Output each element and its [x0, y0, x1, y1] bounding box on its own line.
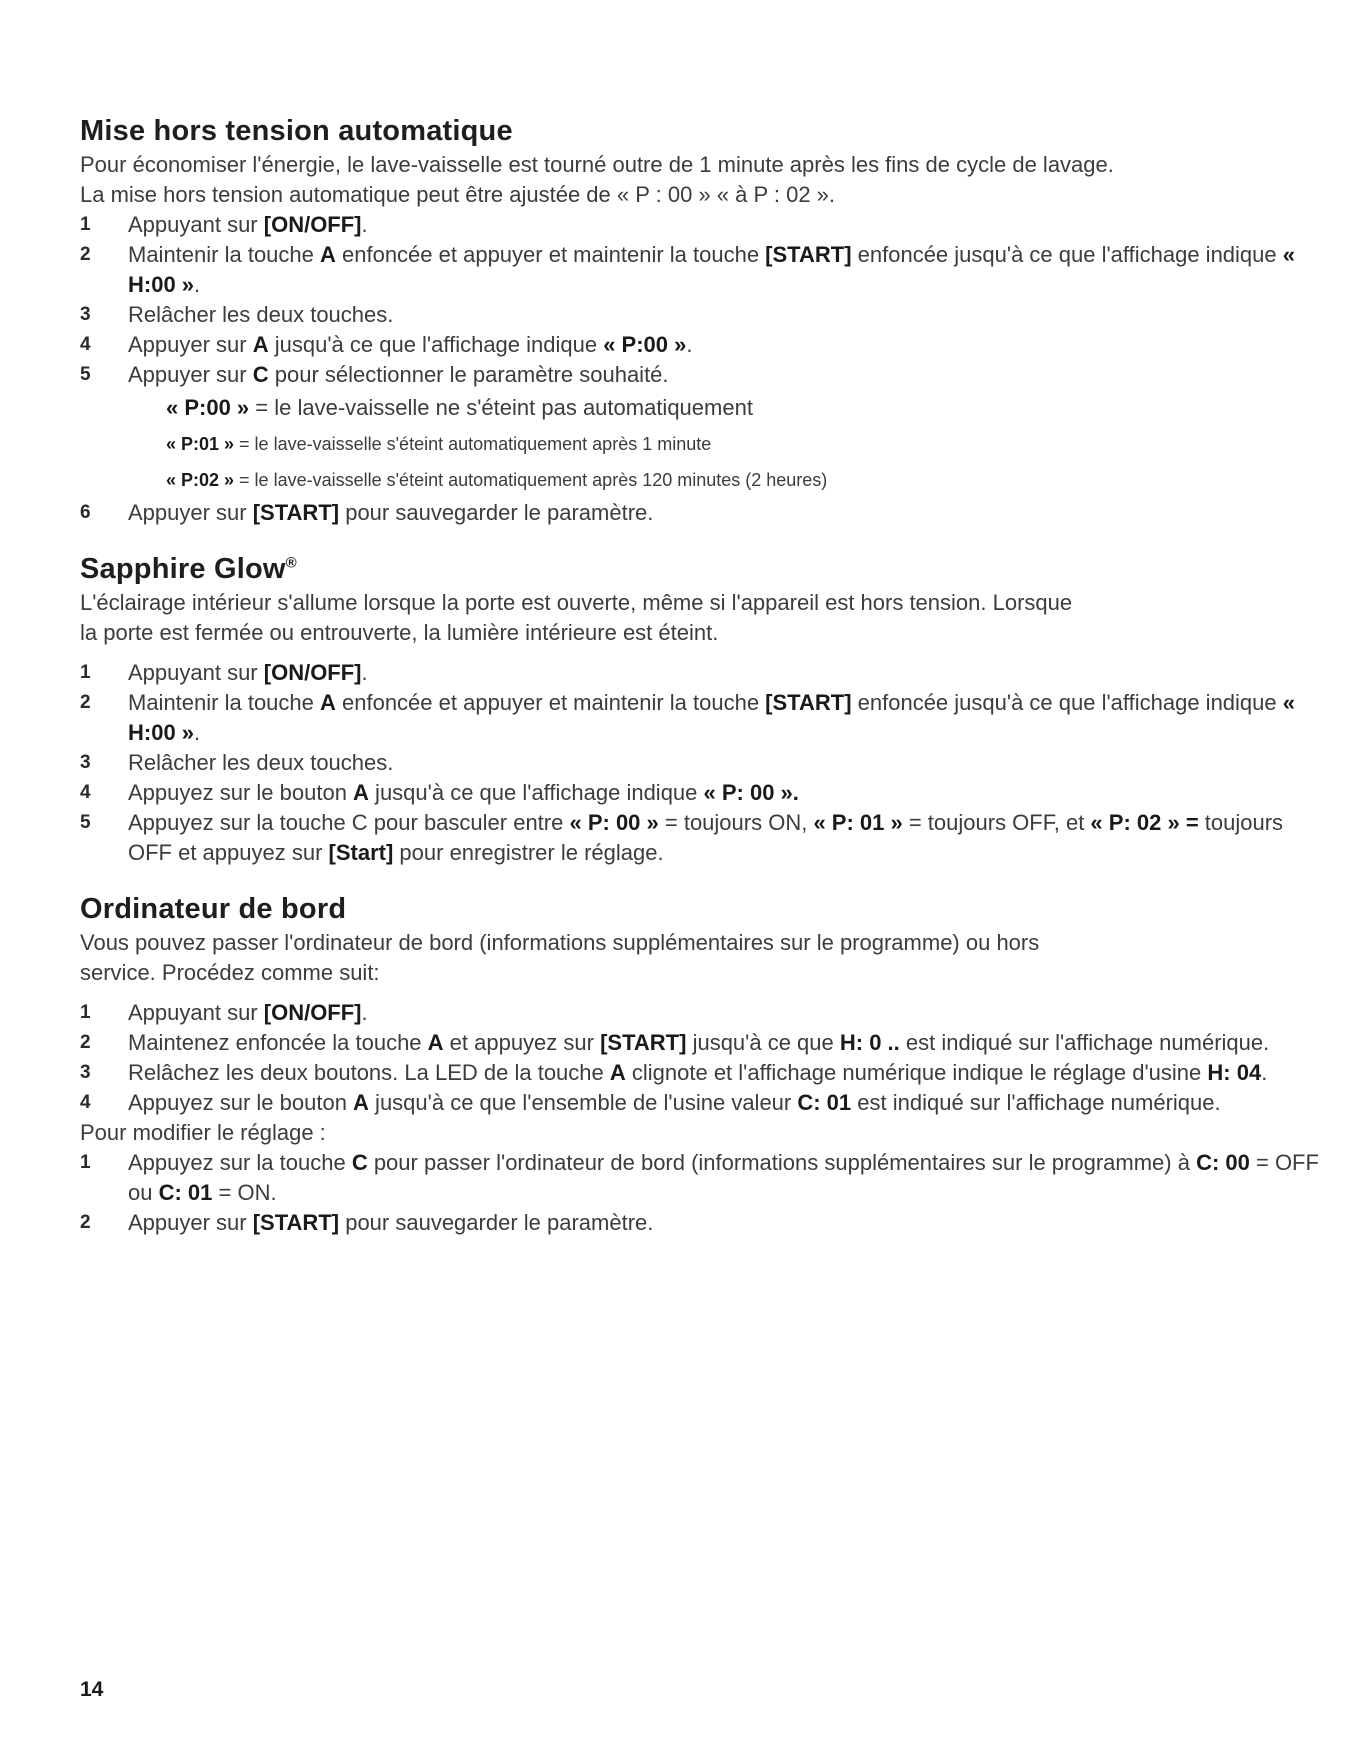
step-number: 4	[80, 782, 91, 803]
page-content	[80, 112, 1320, 1238]
section-title: Mise hors tension automatique	[80, 115, 513, 147]
step-number: 1	[80, 662, 91, 683]
intro-line: service. Procédez comme suit:	[80, 960, 380, 985]
list-item: 3 Relâcher les deux touches.	[80, 300, 1320, 330]
step-number: 2	[80, 1032, 91, 1053]
page-number: 14	[80, 1678, 104, 1701]
step-number: 5	[80, 812, 91, 833]
step-list	[80, 658, 1320, 868]
list-item: 2 Maintenir la touche A enfoncée et appuyer et maintenir la touche [START] enfoncée jusqu'à ce que l'affichage indique « H:00 ».	[80, 690, 1295, 745]
step-list	[80, 210, 1320, 528]
step-list	[80, 998, 1320, 1118]
section-onboard-computer	[80, 890, 1320, 1238]
list-item: 3 Relâcher les deux touches.	[80, 748, 1320, 778]
section-sapphire-glow	[80, 550, 1320, 868]
intro-line: Pour économiser l'énergie, le lave-vaisselle est tourné outre de 1 minute après les fins de cycle de lavage.	[80, 152, 1114, 177]
step-number: 2	[80, 1212, 91, 1233]
list-item: 3 Relâchez les deux boutons. La LED de la touche A clignote et l'affichage numérique indique le réglage d'usine H: 04.	[80, 1058, 1320, 1088]
intro-line: la porte est fermée ou entrouverte, la lumière intérieure est éteint.	[80, 620, 719, 645]
list-item: 4 Appuyez sur le bouton A jusqu'à ce que l'ensemble de l'usine valeur C: 01 est indiqué sur l'affichage numérique.	[80, 1088, 1320, 1118]
option-line: « P:00 » = le lave-vaisselle ne s'éteint pas automatiquement	[166, 395, 753, 420]
step-number: 3	[80, 304, 91, 325]
option-line: « P:02 » = le lave-vaisselle s'éteint automatiquement après 120 minutes (2 heures)	[166, 470, 828, 490]
step-number: 3	[80, 1062, 91, 1083]
registered-mark: ®	[285, 554, 297, 572]
step-list	[80, 1148, 1320, 1238]
section-auto-power-off	[80, 112, 1320, 528]
step-number: 4	[80, 334, 91, 355]
option-line: « P:01 » = le lave-vaisselle s'éteint automatiquement après 1 minute	[166, 434, 712, 454]
list-item: 1 Appuyant sur [ON/OFF].	[80, 658, 1320, 688]
step-number: 2	[80, 244, 91, 265]
step-number: 4	[80, 1092, 91, 1113]
list-item: 1 Appuyez sur la touche C pour passer l'ordinateur de bord (informations supplémentaires sur le programme) à C: 00 = OFF ou C: 01 = ON.	[80, 1150, 1319, 1205]
list-item: 5 Appuyer sur C pour sélectionner le paramètre souhaité.	[80, 360, 1320, 390]
list-item: 2 Maintenez enfoncée la touche A et appuyez sur [START] jusqu'à ce que H: 0 .. est indiqué sur l'affichage numérique.	[80, 1028, 1320, 1058]
section-title: Sapphire Glow®	[80, 553, 297, 585]
section-title: Ordinateur de bord	[80, 893, 347, 925]
list-item: 6 Appuyer sur [START] pour sauvegarder le paramètre.	[80, 498, 1320, 528]
list-item: 4 Appuyez sur le bouton A jusqu'à ce que l'affichage indique « P: 00 ».	[80, 778, 1320, 808]
list-item: 1 Appuyant sur [ON/OFF].	[80, 210, 1320, 240]
list-item: 1 Appuyant sur [ON/OFF].	[80, 998, 1320, 1028]
list-item: 5 Appuyez sur la touche C pour basculer entre « P: 00 » = toujours ON, « P: 01 » = toujours OFF, et « P: 02 » = toujours OFF et appuyez sur [Start] pour enregistrer le réglage.	[80, 810, 1284, 865]
step-number: 1	[80, 1002, 91, 1023]
list-item: 4 Appuyer sur A jusqu'à ce que l'affichage indique « P:00 ».	[80, 330, 1320, 360]
step-number: 3	[80, 752, 91, 773]
step-number: 2	[80, 692, 91, 713]
list-item: 2 Maintenir la touche A enfoncée et appuyer et maintenir la touche [START] enfoncée jusqu'à ce que l'affichage indique « H:00 ».	[80, 242, 1295, 297]
intro-line: La mise hors tension automatique peut être ajustée de « P : 00 » « à P : 02 ».	[80, 182, 836, 207]
intro-line: Vous pouvez passer l'ordinateur de bord (informations supplémentaires sur le programme) ou hors	[80, 930, 1040, 955]
list-item: 2 Appuyer sur [START] pour sauvegarder le paramètre.	[80, 1208, 1320, 1238]
intro-line: L'éclairage intérieur s'allume lorsque la porte est ouverte, même si l'appareil est hors tension. Lorsque	[80, 590, 1073, 615]
step-number: 6	[80, 502, 91, 523]
step-number: 5	[80, 364, 91, 385]
step-number: 1	[80, 214, 91, 235]
modify-heading: Pour modifier le réglage :	[80, 1120, 326, 1145]
step-number: 1	[80, 1152, 91, 1173]
